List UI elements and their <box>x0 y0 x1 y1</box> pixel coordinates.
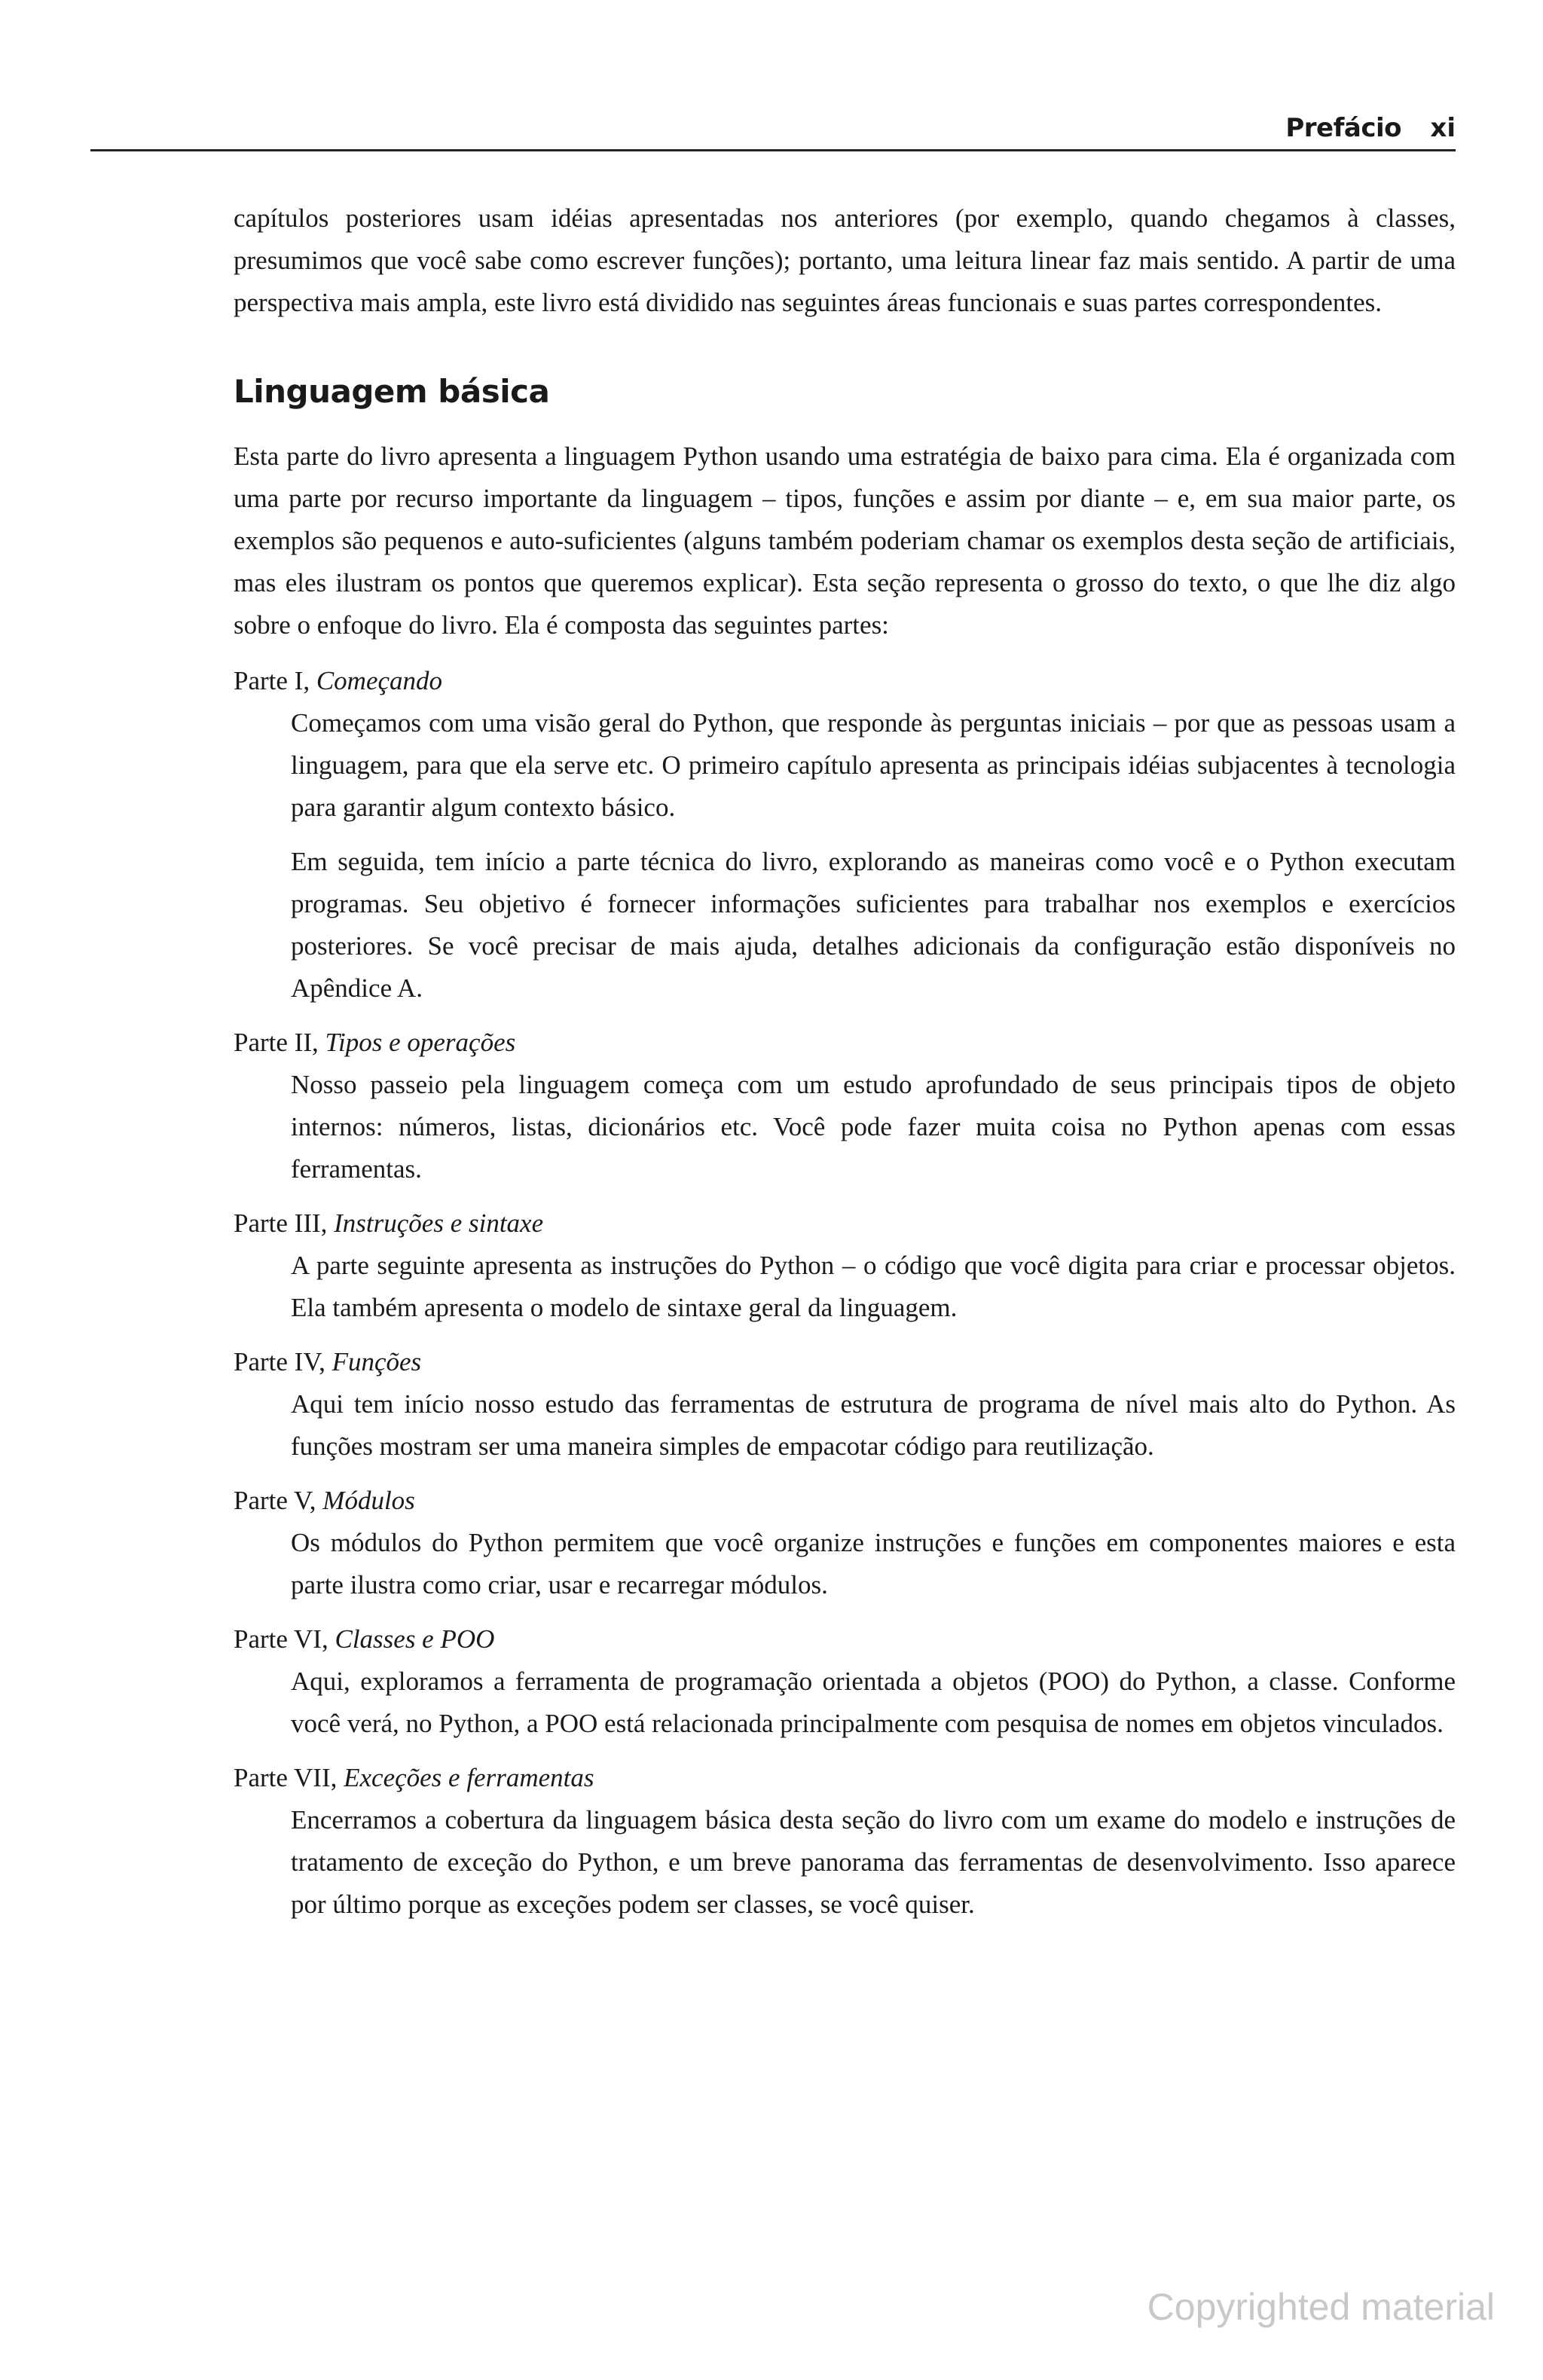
part-name: Classes e POO <box>335 1624 495 1654</box>
part-title <box>234 1022 1456 1064</box>
part-name: Tipos e operações <box>325 1028 516 1057</box>
part-title <box>234 1757 1456 1799</box>
section-heading: Linguagem básica <box>234 373 550 410</box>
part-label: Parte V, <box>234 1486 316 1515</box>
header-rule <box>90 149 1456 151</box>
part-label: Parte III, <box>234 1208 328 1238</box>
part-name: Instruções e sintaxe <box>334 1208 544 1238</box>
part-label: Parte I, <box>234 666 310 695</box>
part-item <box>234 660 1456 1010</box>
part-label: Parte VII, <box>234 1763 338 1792</box>
part-title <box>234 1480 1456 1522</box>
part-label: Parte VI, <box>234 1624 328 1654</box>
part-label: Parte II, <box>234 1028 319 1057</box>
part-label: Parte IV, <box>234 1347 325 1376</box>
part-name: Módulos <box>322 1486 415 1515</box>
part-description: A parte seguinte apresenta as instruções do Python – o código que você digita para criar e processar objetos. Ela também apresenta o modelo de sintaxe geral da linguagem. <box>291 1251 1456 1322</box>
section-paragraph: Esta parte do livro apresenta a linguagem Python usando uma estratégia de baixo para cima. Ela é organizada com uma parte por recurso importante da linguagem – tipos, funções e assim por diante – e, em sua maior parte, os exemplos são pequenos e auto-suficientes (alguns também poderiam chamar os exemplos desta seção de artificiais, mas eles ilustram os pontos que queremos explicar). Esta seção representa o grosso do texto, o que lhe diz algo sobre o enfoque do livro. Ela é composta das seguintes partes: <box>234 441 1456 640</box>
part-description: Em seguida, tem início a parte técnica do livro, explorando as maneiras como você e o Python executam programas. Seu objetivo é fornecer informações suficientes para trabalhar nos exemplos e exercícios posteriores. Se você precisar de mais ajuda, detalhes adicionais da configuração estão disponíveis no Apêndice A. <box>291 847 1456 1003</box>
part-name: Exceções e ferramentas <box>344 1763 594 1792</box>
part-name: Começando <box>316 666 443 695</box>
running-header <box>90 113 1456 152</box>
part-item <box>234 1480 1456 1606</box>
part-description: Nosso passeio pela linguagem começa com um estudo aprofundado de seus principais tipos de objeto internos: números, listas, dicionários etc. Você pode fazer muita coisa no Python apenas com essas ferramentas. <box>291 1070 1456 1184</box>
part-item <box>234 1341 1456 1468</box>
part-item <box>234 1618 1456 1745</box>
part-description: Os módulos do Python permitem que você organize instruções e funções em componentes maiores e esta parte ilustra como criar, usar e recarregar módulos. <box>291 1528 1456 1599</box>
part-name: Funções <box>332 1347 422 1376</box>
part-description: Começamos com uma visão geral do Python, que responde às perguntas iniciais – por que as pessoas usam a linguagem, para que ela serve etc. O primeiro capítulo apresenta as principais idéias subjacentes à tecnologia para garantir algum contexto básico. <box>291 708 1456 822</box>
part-item <box>234 1202 1456 1329</box>
part-description: Aqui tem início nosso estudo das ferramentas de estrutura de programa de nível mais alto do Python. As funções mostram ser uma maneira simples de empacotar código para reutilização. <box>291 1389 1456 1461</box>
copyright-watermark: Copyrighted material <box>1147 2286 1495 2328</box>
part-item <box>234 1757 1456 1926</box>
part-title <box>234 1202 1456 1245</box>
header-title: Prefácio <box>1285 113 1401 143</box>
intro-paragraph: capítulos posteriores usam idéias apresentadas nos anteriores (por exemplo, quando chegamos à classes, presumimos que você sabe como escrever funções); portanto, uma leitura linear faz mais sentido. A partir de uma perspectiva mais ampla, este livro está dividido nas seguintes áreas funcionais e suas partes correspondentes. <box>234 203 1456 317</box>
part-description: Encerramos a cobertura da linguagem básica desta seção do livro com um exame do modelo e instruções de tratamento de exceção do Python, e um breve panorama das ferramentas de desenvolvimento. Isso aparece por último porque as exceções podem ser classes, se você quiser. <box>291 1805 1456 1919</box>
page-number: xi <box>1430 113 1456 143</box>
part-title <box>234 660 1456 702</box>
part-item <box>234 1022 1456 1190</box>
part-description: Aqui, exploramos a ferramenta de programação orientada a objetos (POO) do Python, a classe. Conforme você verá, no Python, a POO está relacionada principalmente com pesquisa de nomes em objetos vinculados. <box>291 1667 1456 1738</box>
part-title <box>234 1618 1456 1661</box>
part-title <box>234 1341 1456 1383</box>
page-body <box>234 197 1456 1938</box>
